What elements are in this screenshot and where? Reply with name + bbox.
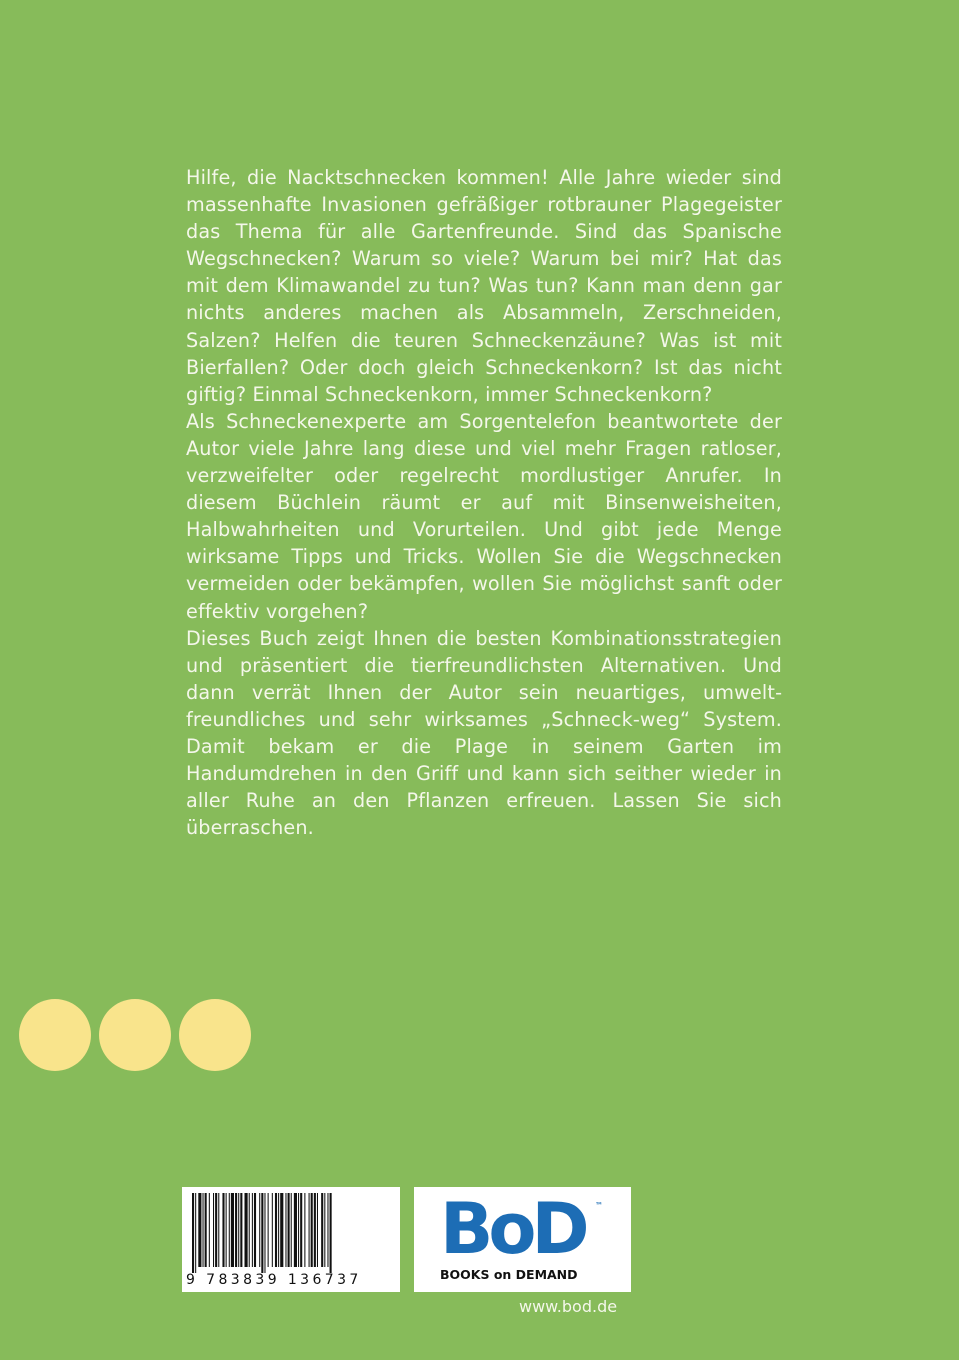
bod-logo (414, 1187, 631, 1292)
blurb-paragraph-3: Dieses Buch zeigt Ihnen die besten Kombinationsstrategien und präsentiert die tierfreundlichsten Alternativen. Und dann verrät Ihnen der Autor sein neuartiges, umweltfreundliches und sehr wirksames „Schneck-weg“ System. Damit bekam er die Plage in seinem Garten im Handumdrehen in den Griff und kann sich seither wieder in aller Ruhe an den Pflanzen erfreuen. Lassen Sie sich überraschen. (186, 626, 782, 840)
bod-logo-mark: BoD (440, 1188, 585, 1270)
yellow-dot-icon (179, 999, 251, 1071)
blurb-paragraph-2: Als Schneckenexperte am Sorgentelefon beantwortete der Autor viele Jahre lang diese und viel mehr Fragen ratloser, verzweifelter oder regelrecht mordlustiger Anrufer. In diesem Büchlein räumt er auf mit Binsenweisheiten, Halbwahrheiten und Vorurteilen. Und gibt jede Menge wirksame Tipps und Tricks. Wollen Sie die Wegschnecken vermeiden oder bekämpfen, wollen Sie möglichst sanft oder effektiv vorgehen? (186, 409, 782, 623)
isbn-barcode (182, 1187, 400, 1292)
bod-tagline: BOOKS on DEMAND (440, 1267, 578, 1282)
yellow-dot-icon (19, 999, 91, 1071)
publisher-website: www.bod.de (519, 1297, 618, 1316)
blurb-paragraph-1: Hilfe, die Nacktschnecken kommen! Alle Jahre wieder sind massenhafte Invasionen gefräßiger rotbrauner Plagegeister das Thema für alle Gartenfreunde. Sind das Spanische Wegschnecken? Warum so viele? Warum bei mir? Hat das mit dem Klimawandel zu tun? Was tun? Kann man denn gar nichts anderes machen als Absammeln, Zerschneiden, Salzen? Helfen die teuren Schneckenzäune? Was ist mit Bierfallen? Oder doch gleich Schneckenkorn? Ist das nicht giftig? Einmal Schneckenkorn, immer Schneckenkorn? (186, 166, 782, 406)
trademark-symbol: ™ (595, 1201, 603, 1210)
yellow-dot-icon (99, 999, 171, 1071)
decorative-dots (19, 999, 251, 1071)
isbn-number: 9 783839 136737 (186, 1272, 362, 1288)
back-cover-blurb (186, 164, 782, 841)
